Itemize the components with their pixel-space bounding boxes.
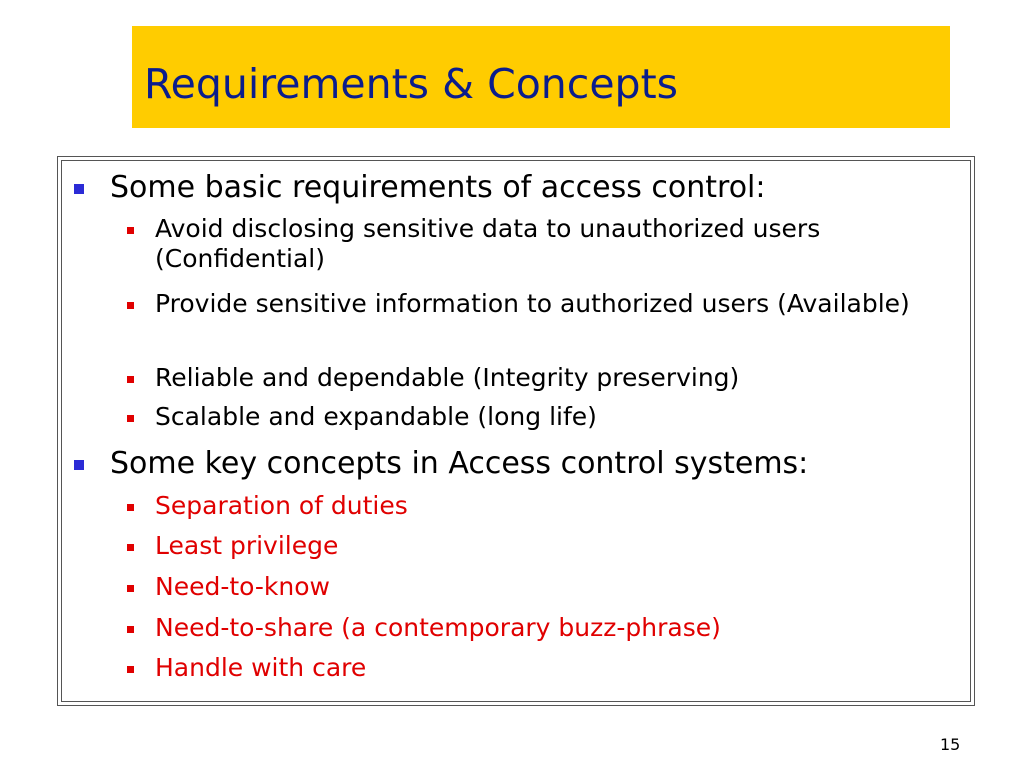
section-heading-text: Some key concepts in Access control systems: bbox=[110, 446, 809, 481]
square-bullet-icon bbox=[127, 302, 134, 309]
square-bullet-icon bbox=[127, 415, 134, 422]
list-item-text: Need-to-share (a contemporary buzz-phrase) bbox=[155, 613, 721, 642]
title-banner bbox=[132, 26, 950, 128]
list-item bbox=[155, 363, 739, 393]
list-item-text: Handle with care bbox=[155, 653, 367, 682]
section-heading-concepts bbox=[110, 446, 808, 482]
square-bullet-icon bbox=[127, 227, 134, 234]
content-frame bbox=[57, 156, 975, 706]
section-heading-requirements bbox=[110, 170, 766, 206]
square-bullet-icon bbox=[127, 626, 134, 633]
page-number: 15 bbox=[940, 735, 961, 754]
list-item bbox=[155, 214, 955, 274]
list-item-text: Reliable and dependable (Integrity preserving) bbox=[155, 363, 740, 392]
square-bullet-icon bbox=[127, 585, 134, 592]
content-frame-inner bbox=[61, 160, 971, 702]
square-bullet-icon bbox=[74, 460, 84, 470]
list-item bbox=[155, 531, 338, 561]
list-item-text: Scalable and expandable (long life) bbox=[155, 402, 597, 431]
list-item-text: Least privilege bbox=[155, 531, 339, 560]
square-bullet-icon bbox=[127, 504, 134, 511]
list-item-text: Provide sensitive information to authorized users (Available) bbox=[155, 289, 910, 318]
list-item bbox=[155, 653, 366, 683]
slide-title: Requirements & Concepts bbox=[144, 60, 679, 108]
square-bullet-icon bbox=[127, 544, 134, 551]
square-bullet-icon bbox=[127, 666, 134, 673]
list-item bbox=[155, 613, 721, 643]
list-item bbox=[155, 402, 597, 432]
list-item bbox=[155, 491, 408, 521]
list-item-text: Separation of duties bbox=[155, 491, 408, 520]
list-item-text: Avoid disclosing sensitive data to unauthorized users (Confidential) bbox=[155, 214, 821, 273]
square-bullet-icon bbox=[74, 184, 84, 194]
list-item-text: Need-to-know bbox=[155, 572, 330, 601]
list-item bbox=[155, 289, 915, 319]
square-bullet-icon bbox=[127, 376, 134, 383]
section-heading-text: Some basic requirements of access control: bbox=[110, 170, 766, 205]
list-item bbox=[155, 572, 330, 602]
